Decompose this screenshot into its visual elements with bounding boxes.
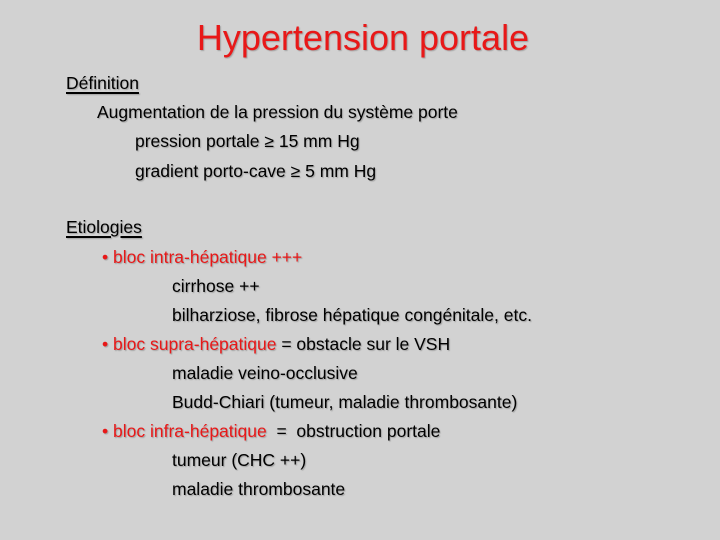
definition-heading: Définition [66, 73, 139, 93]
definition-item-portal-pressure: pression portale ≥ 15 mm Hg [135, 131, 360, 151]
intra-item-bilharziose: bilharziose, fibrose hépatique congénitale, etc. [172, 305, 532, 325]
bullet-icon: • [102, 421, 109, 441]
infra-item-tumeur: tumeur (CHC ++) [172, 450, 307, 470]
intra-item-cirrhose: cirrhose ++ [172, 276, 260, 296]
infra-hepatic-label: bloc infra-hépatique [113, 421, 267, 441]
infra-hepatic-bullet [102, 420, 440, 442]
supra-item-veino-occlusive: maladie veino-occlusive [172, 363, 358, 383]
etiologies-heading: Etiologies [66, 217, 142, 237]
slide-title: Hypertension portale [196, 17, 530, 58]
bullet-icon: • [102, 247, 109, 267]
bullet-icon: • [102, 334, 109, 354]
infra-item-thrombosante: maladie thrombosante [172, 479, 346, 499]
supra-item-budd-chiari: Budd-Chiari (tumeur, maladie thrombosante) [172, 392, 518, 412]
definition-item-gradient: gradient porto-cave ≥ 5 mm Hg [135, 161, 377, 181]
intra-hepatic-label: bloc intra-hépatique +++ [113, 247, 303, 267]
infra-hepatic-suffix: = obstruction portale [266, 421, 441, 441]
supra-hepatic-label: bloc supra-hépatique [113, 334, 277, 354]
supra-hepatic-bullet [102, 333, 450, 355]
definition-main: Augmentation de la pression du système porte [97, 102, 458, 122]
intra-hepatic-bullet [102, 246, 302, 268]
supra-hepatic-suffix: = obstacle sur le VSH [276, 334, 451, 354]
